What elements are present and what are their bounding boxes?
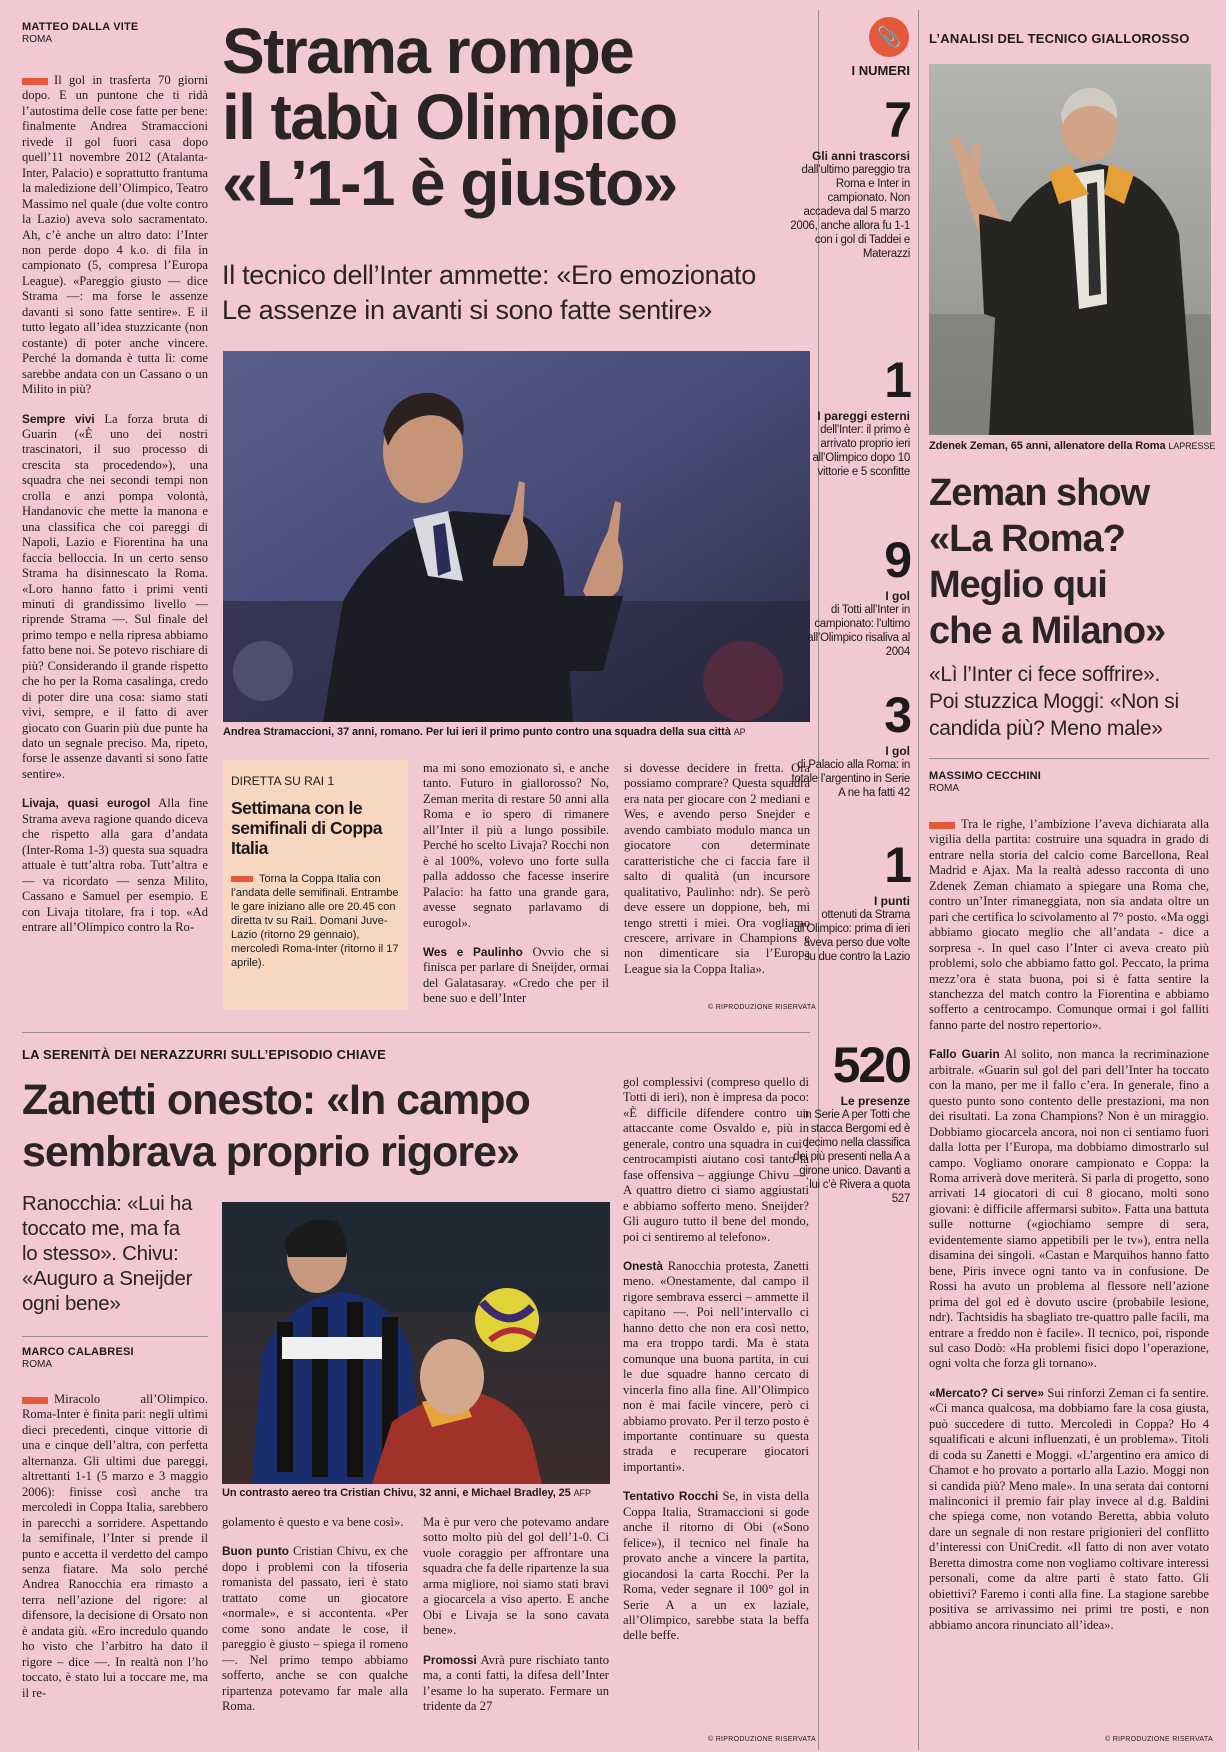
main-headline: Strama rompe il tabù Olimpico «L’1-1 è giusto» bbox=[222, 15, 677, 219]
zanetti-column-1: Miracolo all’Olimpico. Roma-Inter è finita pari: negli ultimi dieci precedenti, cinque vittorie di una e cinque dell’altra, con perfetta alternanza. Gli ultimi due pareggi, altrettanti 1-1 (5 marzo e 3 maggio 2006): finisse così anche tra mercoledì in Coppa Italia, sarebbero in parecchi a sorridere. Aspettando la semifinale, l’Inter si prende il punto e accetta il verdetto del campo senza fiatare. Ma solo perché Andrea Ranocchia era rimasto a terra nell’azione del rigore: al difensore, la decisione di Orsato non è andata giù. «Ero incredulo quando ho visto che l’arbitro ha dato il rigore – dice —. In realtà non l’ho toccato, è stato lui a toccare me, ma il re- bbox=[22, 1392, 208, 1700]
zanetti-photo-caption: Un contrasto aereo tra Cristian Chivu, 32 anni, e Michael Bradley, 25 AFP bbox=[222, 1487, 591, 1499]
main-deck: Il tecnico dell’Inter ammette: «Ero emozionato Le assenze in avanti si sono fatte sentire» bbox=[222, 260, 756, 325]
divider bbox=[918, 10, 919, 1750]
zeman-author: MASSIMO CECCHINI bbox=[929, 770, 1041, 782]
zeman-body: Tra le righe, l’ambizione l’aveva dichiarata alla vigilia della partita: costruire una squadra in grado di entrare nella storia del calcio come Barcellona, Real Madrid e Ajax. Ma la realtà adesso racconta di uno Zdenek Zeman chiamato a spiegare una Roma che, contro un’Inter rimaneggiata, non sia andata oltre un pari che certifica lo scivolamento al 7° posto. «Ma oggi abbiamo giocato meglio che all’andata - dice a sorpresa -. In quel caso l’Inter ci aveva creato più problemi, solo che abbiamo fatto gol. Peccato, la prima mezz’ora è stata buona, poi si è fatta sentire la stanchezza del match contro la Fiorentina e abbiamo sofferto a centrocampo. Comunque ormai i gol falliti fanno parte del nostro repertorio». Fallo Guarin Al solito, non manca la recriminazione arbitrale. «Guarin sul gol del pari dell’Inter ha toccato con la mano, per me il fallo c’era. In generale, fino a questo punto sono contento delle prestazioni, ma non dei risultati. La zona Champions? Non è un miraggio. Dobbiamo giocarcela ancora, noi non ci sentiamo fuori dalla lotta per l’Europa, ma dobbiamo dimostrarlo sul campo. Vogliamo onorare campionato e Coppa: la Roma arriverà dove meriterà. Si parla di progetto, sono arrivati 14 giocatori di cui 8 giocano, molti sono giovani: è difficile affermarsi subito». Fatta una battuta sulle notturne («giochiamo sempre di sera, evidentemente siamo appetibili per le tv»), entra nella disamina dei singoli. «Castan e Marquihos hanno fatto bene, Piris invece ogni tanto va in confusione. De Rossi ha avuto un problema al flessore nell’azione prima del gol ed è dovuto uscire (probabile lesione, ndr). Tachtsidis ha sbagliato tre-quattro palle facili, ma entrare a freddo non è facile». Il tecnico, poi, risponde sul caso Dodò: «Ha problemi fisici dopo l’operazione, ogni volta che forza gli tornano». «Mercato? Ci serve» Sui rinforzi Zeman ci fa sentire. «Ci manca qualcosa, ma dobbiamo fare la cosa giusta, può succedere di tutto. Mercoledì in Coppa? Ho 4 squalificati e alcuni influenzati, è un problema». Titoli di coda su Zanetti e Moggi. «L’argentino era amico di Chamot e ho provato a portarlo alla Lazio. Moggi non si candida più? Meno male». In una serata dai contorni malinconici il premio fair play invece al d.g. Baldini che spiega come, non votando Beretta, abbia voluto dare un segnale di non restare prigionieri del conflitto d’interessi con UniCredit. «Il fatto di non aver votato Beretta dimostra come non vogliamo coltivare interessi personali, come da altre parti è stato fatto. Gli obiettivi? Faremo i conti alla fine. La stagione sarebbe positiva se arrivassimo nei primi tre posti, e non abbiamo ancora rinunciato all’idea». bbox=[929, 817, 1209, 1632]
divider bbox=[929, 758, 1209, 759]
zeman-city: ROMA bbox=[929, 783, 959, 794]
number-item: 520 Le presenze in Serie A per Totti che stacca Bergomi ed è decimo nella classifica dei più presenti nella A a girone unico. Davanti a lui c’è Rivera a quota 527 bbox=[793, 1037, 910, 1205]
divider bbox=[22, 1032, 810, 1033]
main-copyright: © RIPRODUZIONE RISERVATA bbox=[708, 1004, 816, 1011]
paperclip-icon: 📎 bbox=[869, 17, 909, 57]
number-item: 1 I pareggi esterni dell’Inter: il primo è arrivato proprio ieri all’Olimpico dopo 10 vittorie e 5 sconfitte bbox=[812, 352, 910, 478]
lead-marker bbox=[22, 78, 48, 85]
main-photo-caption: Andrea Stramaccioni, 37 anni, romano. Per lui ieri il primo punto contro una squadra della sua città AP bbox=[223, 726, 746, 738]
zeman-photo bbox=[929, 64, 1211, 435]
number-item: 1 I punti ottenuti da Strama all’Olimpico: prima di ieri aveva perso due volte su due contro la Lazio bbox=[793, 837, 910, 963]
zanetti-author: MARCO CALABRESI bbox=[22, 1346, 134, 1358]
zeman-copyright: © RIPRODUZIONE RISERVATA bbox=[1105, 1736, 1213, 1743]
zanetti-city: ROMA bbox=[22, 1359, 52, 1370]
zeman-photo-caption: Zdenek Zeman, 65 anni, allenatore della Roma LAPRESSE bbox=[929, 440, 1216, 452]
zanetti-copyright: © RIPRODUZIONE RISERVATA bbox=[708, 1736, 816, 1743]
zanetti-deck: Ranocchia: «Lui ha toccato me, ma fa lo stesso». Chivu: «Auguro a Sneijder ogni bene» bbox=[22, 1192, 193, 1315]
main-column-4: si dovesse decidere in fretta. Ora possiamo comprare? Questa squadra era nata per giocare con 2 mediani e Wes, e avendo perso Snejder e avendo cambiato modulo manca un giocatore con determinate caratteristiche che ci faccia fare il salto di qualità (un incursore qualitativo, Paulinho: ndr). Se però deve essere un doppione, beh, mi tengo stretti i miei. Ora vogliamo crescere, arrivare in Champions e non dimenticare sia l’Europa League sia la Coppa Italia». bbox=[624, 761, 810, 976]
coppa-italia-box bbox=[223, 760, 408, 1010]
number-item: 9 I gol di Totti all’Inter in campionato: l’ultimo all’Olimpico risaliva al 2004 bbox=[807, 532, 910, 658]
numbers-title: I NUMERI bbox=[851, 63, 910, 78]
number-item: 7 Gli anni trascorsi dall’ultimo pareggio tra Roma e Inter in campionato. Non accadeva dal 5 marzo 2006, anche allora fu 1-1 con i gol di Taddei e Materazzi bbox=[790, 92, 910, 260]
sidebox-text: Torna la Coppa Italia con l’andata delle semifinali. Entrambe le gare iniziano alle ore 20.45 con diretta tv su Rai1. Domani Juve-Lazio (ritorno 29 gennaio), mercoledì Roma-Inter (ritorno il 17 aprile). bbox=[231, 873, 399, 969]
zanetti-column-4: gol complessivi (compreso quello di Totti di ieri), non è impresa da poco: «È difficile difendere contro un attaccante come Osvaldo e, più in generale, contro una squadra in cui i centrocampisti aiutano così tanto la fase offensiva – aggiunge Chivu —. A quattro dietro ci siamo aggiustati e abbiamo sofferto meno. Sneijder? Gli auguro tutto il bene del mondo, poi ci sentiremo al telefono». Onestà Ranocchia protesta, Zanetti meno. «Onestamente, dal campo il rigore sembrava esserci – ammette il capitano —. Poi nell’intervallo ci hanno detto che non era così netto, ma era troppo tardi. Ma è stata comunque una buona partita, in cui le due squadre hanno cercato di vincerla fino alla fine. All’Olimpico non è mai facile vincere, però ci abbiamo provato. Per il terzo posto è importante continuare su questa strada e recuperare giocatori importanti». Tentativo Rocchi Se, in vista della Coppa Italia, Stramaccioni si gode anche il ritorno di Obi («Sono felice»), il tecnico nel finale ha provato anche a vincere la partita, giocandosi la carta Rocchi. Per la Roma, veder segnare il 100° gol in Serie A a un ex laziale, all’Olimpico, sarebbe stata la beffa delle beffe. bbox=[623, 1075, 809, 1643]
zeman-headline: Zeman show «La Roma? Meglio qui che a Milano» bbox=[929, 472, 1166, 652]
sidebox-kicker: DIRETTA SU RAI 1 bbox=[231, 774, 335, 788]
zanetti-kicker: LA SERENITÀ DEI NERAZZURRI SULL’EPISODIO CHIAVE bbox=[22, 1047, 387, 1062]
number-item: 3 I gol di Palacio alla Roma: in totale l’argentino in Serie A ne ha fatti 42 bbox=[791, 687, 910, 799]
zeman-deck: «Lì l’Inter ci fece soffrire». Poi stuzzica Moggi: «Non si candida più? Meno male» bbox=[929, 663, 1179, 740]
divider bbox=[22, 1336, 208, 1337]
main-column-1: Il gol in trasferta 70 giorni dopo. E un puntone che ti ridà l’autostima delle cose fatte per bene: finalmente Andrea Stramaccioni rivede il gol fuori casa dopo quell’11 novembre 2012 (Atalanta-Inter, Palacio) e soprattutto frantuma la maledizione dell’Olimpico, Teatro Massimo nel quale (due volte contro la Lazio) aveva solo sacramentato. Ah, c’è anche un altro dato: l’Inter non perde dopo 4 k.o. di fila in campionato (5, compresa l’Europa League). «Pareggio giusto — dice Strama —: ma forse le assenze davanti si sono fatte sentire». E il tutto legato all’idea stuzzicante (non costante) di poter anche vincere. Perché la domanda è tutta lì: come sarebbe andata con un Cassano o un Milito in più? Sempre vivi La forza bruta di Guarin («È uno dei nostri trascinatori, il suo processo di crescita sta procedendo»), una squadra che nei secondi tempi non crolla e anzi pompa volontà, Handanovic che mette la manona e una classifica che coi pareggi di Napoli, Lazio e Fiorentina ha una faccia belloccia. In un certo senso Strama ha disinnescato la Roma. «Loro hanno fatto i primi venti minuti di grandissimo livello — riprende Strama —. Sul finale del primo tempo e nella ripresa abbiamo fatto bene noi. Se potevo rischiare di più? Considerando il grande rispetto che ho per la Roma casalinga, credo di poter dire una cosa: siamo stati vivi, sempre, e il fatto di aver giocato con Guarin più due punte ha dato un segnale preciso. Ma, ripeto, forse le assenze davanti si sono fatte sentire». Livaja, quasi eurogol Alla fine Strama aveva ragione quando diceva che rispetto alla gara d’andata (Inter-Roma 1-3) questa sua squadra attuale è tutt’altra roba. Tutt’altra e — va ricordato — senza Milito, Cassano e Samuel per esempio. E con Livaja titolare, fra i top. «Ad entrare all’Olimpico contro la Ro- bbox=[22, 73, 208, 935]
zanetti-column-2: golamento è questo e va bene così». Buon punto Cristian Chivu, ex che dopo i problemi con la tifoseria romanista del passato, ieri è stato trattato come un giocatore «normale», e si accontenta. «Per come sono andate le cose, il pareggio è giusto – spiega il romeno —. Nel primo tempo abbiamo sofferto, anche se con qualche ripartenza potevamo far male alla Roma. bbox=[222, 1515, 408, 1713]
sidebox-title: Settimana con le semifinali di Coppa Italia bbox=[231, 798, 382, 858]
stramaccioni-photo bbox=[223, 351, 810, 722]
chivu-bradley-photo bbox=[222, 1202, 610, 1484]
zanetti-column-3: Ma è pur vero che potevamo andare sotto molto più del gol dell’1-0. Ci vuole coraggio per affrontare una squadra che fa delle ripartenze la sua arma migliore, noi siamo stati bravi a giocarcela a viso aperto. E anche Obi e Livaja se la sono cavata bene». Promossi Avrà pure rischiato tanto ma, a conti fatti, la difesa dell’Inter l’esame lo ha superato. Fermare un tridente da 27 bbox=[423, 1515, 609, 1713]
zeman-kicker: L’ANALISI DEL TECNICO GIALLOROSSO bbox=[929, 31, 1190, 46]
main-column-3: ma mi sono emozionato sì, e anche tanto. Futuro in giallorosso? No, Zeman merita di restare 50 anni alla Roma e io spero di rimanere all’Inter il più a lungo possibile. Perché ho scelto Livaja? Rocchi non è al 100%, volevo uno forte sulla palla addosso che facesse inserire Palacio: ha fatto una grande gara, avesse segnato parlavamo di eurogol». Wes e Paulinho Ovvio che si finisca per parlare di Sneijder, ormai del Galatasaray. «Credo che per il bene suo e dell’Inter bbox=[423, 761, 609, 1006]
main-city: ROMA bbox=[22, 34, 52, 45]
zanetti-headline: Zanetti onesto: «In campo sembrava proprio rigore» bbox=[22, 1076, 530, 1176]
main-author: MATTEO DALLA VITE bbox=[22, 21, 139, 33]
